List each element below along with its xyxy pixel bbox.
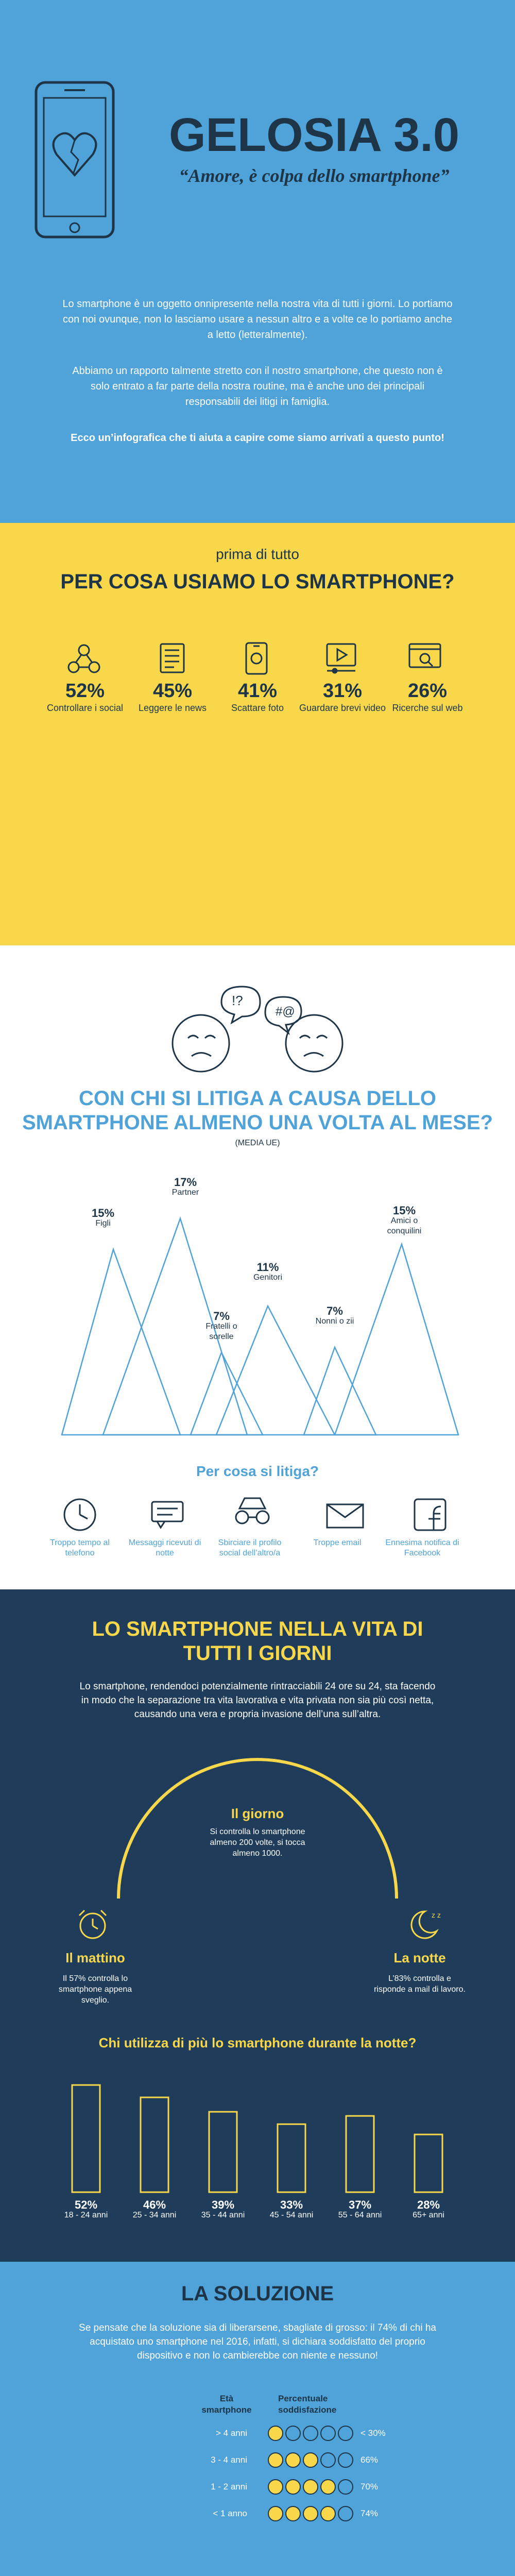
smiley-icon (320, 2426, 336, 2441)
solution-row (0, 2448, 515, 2472)
solution-col-age: Età smartphone (201, 2394, 252, 2415)
solution-age: < 1 anno (213, 2509, 247, 2518)
intro-paragraph-2: Abbiamo un rapporto talmente stretto con il nostro smartphone, che questo non è solo entrato a far parte della nostra routine, ma è anche uno dei principali responsabili dei litigi in famiglia. (72, 365, 443, 408)
bar-age: 25 - 34 anni (132, 2211, 177, 2219)
usage-item: 52% Controllare i social (46, 680, 124, 713)
usage-item: 26% Ricerche sul web (392, 680, 463, 713)
fights-heading-2: SMARTPHONE ALMENO UNA VOLTA AL MESE? (22, 1111, 493, 1134)
peak-label: 7% Fratelli o sorelle (205, 1310, 237, 1341)
reasons-icons (41, 1494, 474, 1535)
night-usage-bar (346, 2116, 374, 2192)
web-search-icon (409, 644, 440, 667)
spy-icon (236, 1498, 269, 1523)
bar-label (403, 2200, 454, 2221)
hero-section (0, 0, 515, 523)
night-text: L’83% controlla e risponde a mail di lavoro. (374, 1974, 466, 1994)
usage-icons (41, 639, 474, 680)
day-title: Il giorno (231, 1806, 284, 1821)
bar-label (266, 2200, 317, 2221)
morning-title: Il mattino (65, 1950, 125, 1965)
smiley-icon (320, 2506, 336, 2521)
peak-fratelli (191, 1352, 263, 1435)
bar-age: 55 - 64 anni (338, 2211, 382, 2219)
svg-text:z z: z z (432, 1911, 441, 1919)
daily-life-section (0, 1589, 515, 2262)
night-title: La notte (393, 1950, 446, 1965)
intro-paragraph-1: Lo smartphone è un oggetto onnipresente nella nostra vita di tutti i giorni. Lo portiamo con noi ovunque, non lo lasciamo usare a nessun altro e a volte ce lo portiamo anche a letto (letteralmente). (62, 298, 453, 341)
bar-label (197, 2200, 249, 2221)
bar-label (129, 2200, 180, 2221)
moon-icon (402, 1906, 443, 1942)
broken-heart-phone-icon (26, 77, 124, 242)
smiley-icon (285, 2452, 301, 2468)
smiley-icon (338, 2426, 353, 2441)
bar-pct: 52% (74, 2198, 98, 2211)
day-text: Si controlla lo smartphone almeno 200 volte, si tocca almeno 1000. (210, 1827, 305, 1858)
smiley-icon (303, 2426, 318, 2441)
night-usage-bar (278, 2124, 305, 2192)
alarm-clock-icon (72, 1906, 113, 1942)
smiley-icon (320, 2452, 336, 2468)
solution-heading: LA SOLUZIONE (181, 2282, 334, 2305)
smiley-icon (268, 2426, 283, 2441)
reason-item: Messaggi ricevuti di notte (128, 1538, 201, 1557)
night-usage-bar (209, 2112, 237, 2192)
bar-pct: 39% (211, 2198, 235, 2211)
smiley-icon (268, 2452, 283, 2468)
smiley-icon (320, 2479, 336, 2495)
bar-age: 18 - 24 anni (64, 2211, 108, 2219)
usage-section (0, 523, 515, 945)
video-icon (327, 644, 355, 673)
bar-pct: 46% (143, 2198, 166, 2211)
solution-row (0, 2502, 515, 2526)
smiley-icon (268, 2479, 283, 2495)
bar-pct: 37% (348, 2198, 372, 2211)
peak-amici (335, 1244, 458, 1435)
bar-label (334, 2200, 386, 2221)
fights-section (0, 945, 515, 1589)
reason-item: Troppo tempo al telefono (50, 1538, 110, 1557)
solution-age: 1 - 2 anni (211, 2482, 247, 2492)
night-usage-bar (415, 2134, 442, 2192)
social-icon (68, 645, 99, 672)
solution-value: < 30% (360, 2428, 386, 2438)
usage-item: 45% Leggere le news (138, 680, 207, 713)
solution-value: 70% (360, 2482, 379, 2492)
smiley-icon (303, 2506, 318, 2521)
facebook-icon (415, 1499, 445, 1530)
reason-item: Troppe email (313, 1538, 362, 1547)
peak-label: 15% Amici o conquilini (387, 1204, 422, 1235)
bar-age: 45 - 54 anni (269, 2211, 314, 2219)
clock-icon (64, 1499, 95, 1530)
page-subtitle: “Amore, è colpa dello smartphone” (179, 165, 450, 186)
arguing-faces-icon (160, 981, 355, 1079)
solution-age: > 4 anni (216, 2428, 247, 2438)
solution-value: 74% (360, 2509, 379, 2518)
smiley-icon (338, 2452, 353, 2468)
life-paragraph: Lo smartphone, rendendoci potenzialmente rintracciabili 24 ore su 24, sta facendo in modo che la separazione tra vita lavorativa e vita privata non sia più così netta, causando una vera e propria invasione dell’una sull’altra. (79, 1681, 436, 1720)
solution-row (0, 2421, 515, 2445)
solution-paragraph: Se pensate che la soluzione sia di liberarsene, sbagliate di grosso: il 74% di chi ha acquistato uno smartphone nel 2016, infatti, si dichiara soddisfatto del proprio dispositivo e non lo cambierebbe con niente e nessuno! (79, 2323, 436, 2361)
peak-label: 7% Nonni o zii (315, 1304, 354, 1326)
smiley-icon (285, 2479, 301, 2495)
bar-label (60, 2200, 112, 2221)
solution-col-pct: Percentuale soddisfazione (278, 2394, 337, 2415)
life-heading-1: LO SMARTPHONE NELLA VITA DI (92, 1618, 423, 1640)
morning-text: Il 57% controlla lo smartphone appena sveglio. (58, 1974, 132, 2005)
solution-section (0, 2262, 515, 2576)
peak-label: 11% Genitori (253, 1261, 283, 1282)
night-usage-bars (52, 2066, 464, 2195)
smiley-icon (338, 2506, 353, 2521)
smiley-icon (303, 2452, 318, 2468)
svg-text:#@: #@ (276, 1005, 295, 1019)
messages-icon (152, 1502, 183, 1528)
usage-heading: PER COSA USIAMO LO SMARTPHONE? (60, 570, 455, 593)
bar-pct: 33% (280, 2198, 303, 2211)
usage-kicker: prima di tutto (216, 546, 299, 562)
bar-pct: 28% (417, 2198, 440, 2211)
intro-paragraph-3: Ecco un’infografica che ti aiuta a capire come siamo arrivati a questo punto! (71, 432, 444, 444)
email-icon (327, 1504, 363, 1528)
night-usage-bar (72, 2085, 100, 2192)
usage-item: 31% Guardare brevi video (299, 680, 386, 713)
reasons-heading: Per cosa si litiga? (196, 1463, 319, 1479)
smiley-icon (303, 2479, 318, 2495)
fights-note: (MEDIA UE) (235, 1139, 280, 1147)
peak-figli (62, 1249, 180, 1435)
camera-icon (246, 643, 267, 674)
night-usage-bar (141, 2097, 168, 2192)
bars-heading: Chi utilizza di più lo smartphone durante la notte? (98, 2035, 417, 2050)
smiley-icon (338, 2479, 353, 2495)
news-icon (161, 644, 184, 672)
page-title: GELOSIA 3.0 (168, 109, 460, 161)
peak-label: 15% Figli (91, 1207, 115, 1228)
smiley-icon (285, 2426, 301, 2441)
smiley-icon (285, 2506, 301, 2521)
fights-heading-1: CON CHI SI LITIGA A CAUSA DELLO (78, 1087, 437, 1110)
reason-item: Sbirciare il profilo social dell’altro/a (218, 1538, 282, 1557)
svg-text:!?: !? (232, 993, 243, 1008)
solution-value: 66% (360, 2455, 379, 2465)
bar-age: 65+ anni (413, 2211, 444, 2219)
reason-item: Ennesima notifica di Facebook (385, 1538, 459, 1557)
bar-age: 35 - 44 anni (201, 2211, 245, 2219)
peak-label: 17% Partner (171, 1176, 199, 1197)
smiley-icon (268, 2506, 283, 2521)
solution-row (0, 2475, 515, 2499)
solution-age: 3 - 4 anni (211, 2455, 247, 2465)
life-heading-2: TUTTI I GIORNI (183, 1642, 332, 1665)
usage-item: 41% Scattare foto (231, 680, 284, 713)
